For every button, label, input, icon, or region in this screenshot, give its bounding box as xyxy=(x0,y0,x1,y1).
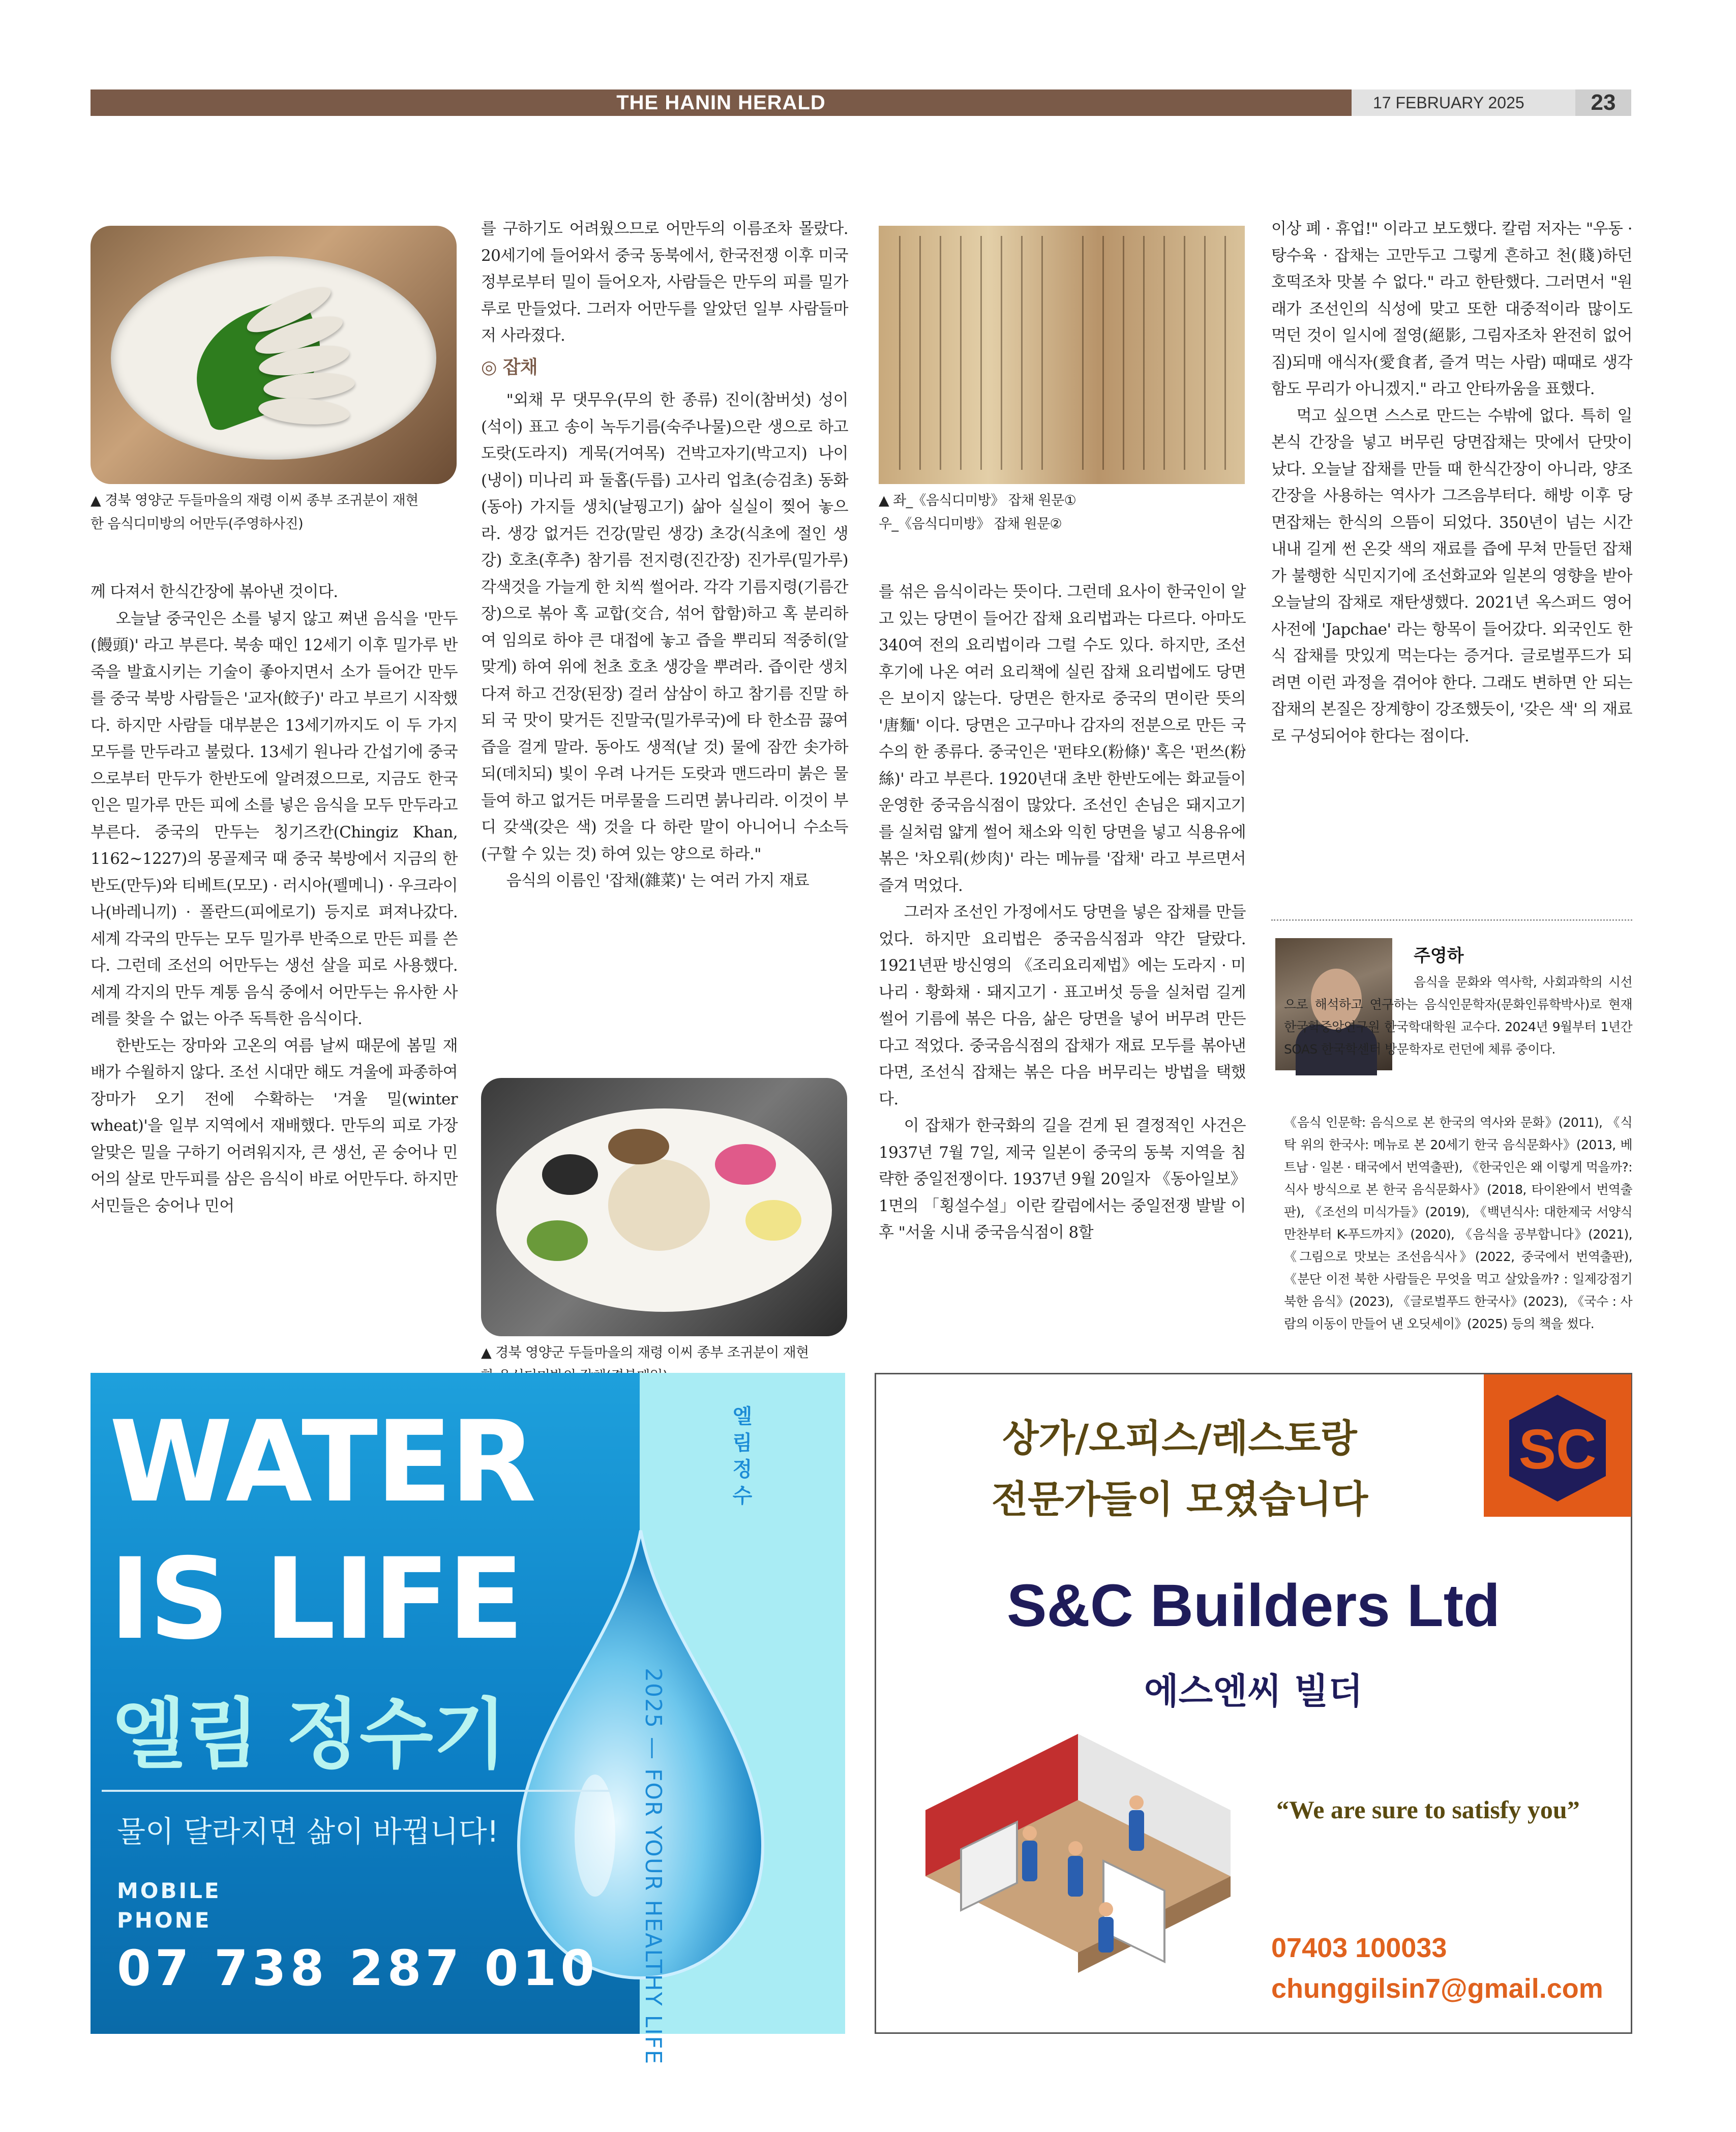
ad-tagline: 물이 달라지면 삶이 바뀝니다! xyxy=(117,1814,499,1849)
vertical-year: 2025 xyxy=(640,1668,666,1729)
sc-logo-icon xyxy=(1484,1374,1631,1517)
ad-builders-phone[interactable]: 07403 100033 xyxy=(1271,1933,1447,1963)
ad-builders-line1: 상가/오피스/레스토랑 xyxy=(1002,1417,1357,1460)
ad-builders-slogan: “We are sure to satisfy you” xyxy=(1276,1795,1580,1824)
article-column-4 xyxy=(1271,216,1632,749)
paragraph: 를 섞은 음식이라는 뜻이다. 그런데 요사이 한국인이 알고 있는 당면이 들어간 잡채 요리법과는 다르다. 아마도 340여 전의 요리법이라 그럴 수도 있다. 하지만, 조선 후기에 나온 여러 요리책에 실린 잡채 요리법에도 당면은 보이지 않는다. 당면은 한자로 중국의 면이란 뜻의 '唐麵' 이다. 당면은 고구마나 감자의 전분으로 만든 국수의 한 종류다. 중국인은 '펀탸오(粉條)' 혹은 '펀쓰(粉絲)' 라고 부른다. 1920년대 초반 한반도에는 화교들이 운영한 중국음식점이 많았다. 조선인 손님은 돼지고기를 실처럼 얇게 썰어 채소와 익힌 당면을 넣고 식용유에 볶은 '차오뤄(炒肉)' 라는 메뉴를 '잡채' 라고 부르면서 즐겨 먹었다. xyxy=(879,583,1246,895)
ad-headline-2: IS LIFE xyxy=(109,1534,522,1664)
mobile-label-line: MOBILE xyxy=(117,1878,221,1903)
article-column-1 xyxy=(91,579,458,1219)
article-column-3 xyxy=(879,579,1246,1246)
photo-manuscript xyxy=(879,226,1245,484)
vertical-brand-line: 정수 xyxy=(732,1458,753,1508)
photo2-caption-line: 우_《음식디미방》 잡채 원문② xyxy=(879,516,1062,532)
ad-brand-korean: 엘림 정수기 xyxy=(112,1691,507,1779)
author-books: 《음식 인문학: 음식으로 본 한국의 역사와 문화》(2011), 《식탁 위의 한국사: 메뉴로 본 20세기 한국 음식문화사》(2013, 베트남 · 일본 · 태국에서 번역출판), 《한국인은 왜 이렇게 먹을까?: 식사 방식으로 본 한국 음식문화사》(2018, 타이완에서 번역출판), 《조선의 미식가들》(2019), 《백년식사: 대한제국 서양식 만찬부터 K-푸드까지》(2020), 《음식을 공부합니다》(2021), 《그림으로 맛보는 조선음식사》(2022, 중국에서 번역출판), 《분단 이전 북한 사람들은 무엇을 먹고 살았을까? : 일제강점기 북한 음식》(2023), 《글로벌푸드 한국사》(2023), 《국수 : 사람의 이동이 만들어 낸 오딧세이》(2025) 등의 책을 썼다. xyxy=(1284,1115,1632,1331)
logo-text: SC xyxy=(1518,1418,1597,1481)
paragraph: "외채 무 댓무우(무의 한 종류) 진이(참버섯) 성이(석이) 표고 송이 녹두기름(숙주나물)으란 생으로 하고 도랏(도라지) 게묵(거여목) 건박고자기(박고지) 나이(냉이) 미나리 파 둘홉(두릅) 고사리 업초(승검초) 동화(동아) 가지들 생치(날꿩고기) 삶아 실실이 찢어 놓으라. 생강 없거든 건강(말린 생강) 초강(식초에 절인 생강) 호초(후추) 참기름 전지령(진간장) 진가루(밀가루) 각색것을 가늘게 한 치씩 썰어라. 각각 기름지령(기름간장)으로 볶아 혹 교합(交合, 섞어 합함)하고 혹 분리하여 임의로 하야 큰 대접에 놓고 즙을 뿌리되 적중히(알맞게) 하여 위에 천초 호초 생강을 뿌려라. 즙이란 생치 다져 하고 건장(된장) 걸러 삼삼이 하고 참기름 진말 하되 국 맛이 맞거든 진말국(밀가루국)에 타 한소끔 끓여 즙을 걸게 말라. 동아도 생적(날 것) 물에 잠깐 솟가하되(데치되) 빛이 우려 나거든 도랏과 맨드라미 붉은 물 들여 하고 없거든 머루물을 드리면 붉나리라. 이것이 부디 갖색(갖은 색) 것을 다 하란 말이 아니어니 수소득(구할 수 있는 것) 하여 있는 양으로 하라." xyxy=(481,391,848,863)
vertical-brand-line: 엘림 xyxy=(732,1405,753,1455)
ad-phone-number[interactable]: 07 738 287 010 xyxy=(117,1940,599,1997)
photo1-caption-line: 한 음식디미방의 어만두(주영하사진) xyxy=(91,516,304,532)
mobile-label-line: PHONE xyxy=(117,1908,212,1933)
photo-japchae xyxy=(481,1078,847,1336)
construction-illustration-icon xyxy=(885,1724,1271,2029)
paragraph: 오늘날 중국인은 소를 넣지 않고 쪄낸 음식을 '만두(饅頭)' 라고 부른다. 북송 때인 12세기 이후 밀가루 반죽을 발효시키는 기술이 좋아지면서 소가 들어간 만두를 중국 북방 사람들은 '교자(餃子)' 라고 부르기 시작했다. 하지만 사람들 대부분은 13세기까지도 이 두 가지 모두를 만두라고 불렀다. 13세기 원나라 간섭기에 중국으로부터 만두가 한반도에 알려졌으므로, 지금도 한국인은 밀가루 만든 피에 소를 넣은 음식을 모두 만두라고 부른다. 중국의 만두는 칭기즈칸(Chingiz Khan, 1162~1227)의 몽골제국 때 중국 북방에서 지금의 한반도(만두)와 티베트(모모) · 러시아(펠메니) · 우크라이나(바레니끼) · 폴란드(피에로기) 등지로 펴져나갔다. 세계 각국의 만두는 모두 밀가루 반죽으로 만든 피를 쓴다. 그런데 조선의 어만두는 생선 살을 피로 사용했다. 세계 각지의 만두 계통 음식 중에서 어만두는 유사한 사례를 찾을 수 없는 아주 독특한 음식이다. xyxy=(91,609,458,1028)
photo2-caption xyxy=(879,489,1250,536)
paragraph: 이상 폐 · 휴업!" 이라고 보도했다. 칼럼 저자는 "우동 · 탕수육 · 잡채는 고만두고 그렇게 흔하고 천(賤)하던 호떡조차 맛볼 수 없다." 라고 한탄했다. 그러면서 "원래가 조선인의 식성에 맞고 또한 대중적이라 많이도 먹던 것이 일시에 절영(絕影, 그림자조차 완전히 없어짐)되매 애식자(愛食者, 즐겨 먹는 사람) 때때로 생각함도 무리가 아니겠지." 라고 안타까움을 표했다. xyxy=(1271,220,1632,398)
author-bio: 음식을 문화와 역사학, 사회과학의 시선으로 해석하고 연구하는 음식인문학자(문화인류학박사)로 현재 한국학중앙연구원 한국학대학원 교수다. 2024년 9월부터 1년간 SOAS 한국학센터 방문학자로 런던에 체류 중이다. xyxy=(1284,975,1632,1057)
ad-builders-name: S&C Builders Ltd xyxy=(1006,1572,1501,1639)
ad-headline-1: WATER xyxy=(109,1397,534,1527)
ad-vertical-slogan: 2025 — FOR YOUR HEALTHY LIFE xyxy=(640,1668,666,2065)
section-subhead: ◎ 잡채 xyxy=(481,356,538,378)
photo1-caption xyxy=(91,489,462,536)
paragraph: 그러자 조선인 가정에서도 당면을 넣은 잡채를 만들었다. 하지만 요리법은 중국음식점과 약간 달랐다. 1921년판 방신영의 《조리요리제법》에는 도라지 · 미나리 · 황화채 · 돼지고기 · 표고버섯 등을 실처럼 길게 썰어 기름에 볶은 다음, 삶은 당면을 넣어 버무려 만든다고 적었다. 중국음식점의 잡채가 재료 모두를 볶아낸다면, 조선식 잡채는 볶은 다음 버무리는 방법을 택했다. xyxy=(879,903,1246,1108)
paragraph: 께 다져서 한식간장에 볶아낸 것이다. xyxy=(91,583,338,601)
ad-mobile-label xyxy=(117,1876,221,1935)
ad-divider xyxy=(102,1790,610,1792)
photo2-caption-line: ▲ 좌_《음식디미방》 잡채 원문① xyxy=(879,493,1076,508)
vertical-slogan-text: FOR YOUR HEALTHY LIFE xyxy=(640,1768,666,2065)
ad-vertical-brand xyxy=(727,1403,758,1509)
article-column-2 xyxy=(481,216,848,894)
author-name: 주영하 xyxy=(1414,946,1464,966)
photo1-caption-line: ▲ 경북 영양군 두들마을의 재령 이씨 종부 조귀분이 재현 xyxy=(91,493,418,508)
paragraph: 음식의 이름인 '잡채(雜菜)' 는 여러 가지 재료 xyxy=(506,872,809,890)
photo3-caption-line: ▲ 경북 영양군 두들마을의 재령 이씨 종부 조귀분이 재현 xyxy=(481,1345,809,1361)
ad-builders-email[interactable]: chunggilsin7@gmail.com xyxy=(1271,1973,1603,2004)
author-divider xyxy=(1271,919,1632,921)
page-number: 23 xyxy=(1575,89,1631,116)
paragraph: 를 구하기도 어려웠으므로 어만두의 이름조차 몰랐다. 20세기에 들어와서 중국 동북에서, 한국전쟁 이후 미국 정부로부터 밀이 들어오자, 사람들은 만두의 피를 밀가루로 만들었다. 그러자 어만두를 알았던 일부 사람들마저 사라졌다. xyxy=(481,220,848,345)
ad-builders-korean-name: 에스엔씨 빌더 xyxy=(1144,1670,1363,1712)
photo-fish-dumplings xyxy=(91,226,457,484)
paragraph: 이 잡채가 한국화의 길을 걷게 된 결정적인 사건은 1937년 7월 7일, 제국 일본이 중국의 동북 지역을 침략한 중일전쟁이다. 1937년 9월 20일자 《동아일보》 1면의 「횡설수설」이란 칼럼에서는 중일전쟁 발발 이후 "서울 시내 중국음식점이 8할 xyxy=(879,1117,1246,1242)
issue-date: 17 FEBRUARY 2025 xyxy=(1373,94,1524,112)
newspaper-title: THE HANIN HERALD xyxy=(616,92,826,114)
ad-builders-line2: 전문가들이 모였습니다 xyxy=(991,1478,1368,1521)
paragraph: 한반도는 장마와 고온의 여름 날씨 때문에 봄밀 재배가 수월하지 않다. 조선 시대만 해도 겨울에 파종하여 장마가 오기 전에 수확하는 '겨울 밀(winter wheat)'을 일부 지역에서 재배했다. 만두의 피로 가장 알맞은 밀을 구하기 어려워지자, 큰 생선, 곧 숭어나 민어의 살로 만두피를 삼은 음식이 바로 어만두다. 하지만 서민들은 숭어나 민어 xyxy=(91,1036,458,1215)
paragraph: 먹고 싶으면 스스로 만드는 수밖에 없다. 특히 일본식 간장을 넣고 버무린 당면잡채는 맛에서 단맛이 났다. 오늘날 잡채를 만들 때 한식간장이 아니라, 양조간장을 사용하는 역사가 그즈음부터다. 해방 이후 당면잡채는 한식의 으뜸이 되었다. 350년이 넘는 시간 내내 길게 썬 온갖 색의 재료를 즙에 무쳐 만들던 잡채가 불행한 식민지기에 조선화교와 일본의 영향을 받아 오늘날의 잡채로 재탄생했다. 2021년 옥스퍼드 영어사전에 'Japchae' 라는 항목이 들어갔다. 외국인도 한식 잡채를 맛있게 먹는다는 증거다. 글로벌푸드가 되려면 이런 과정을 겪어야 한다. 그래도 변하면 안 되는 잡채의 본질은 장계향이 강조했듯이, '갖은 색' 의 재료로 구성되어야 한다는 점이다. xyxy=(1271,406,1632,745)
